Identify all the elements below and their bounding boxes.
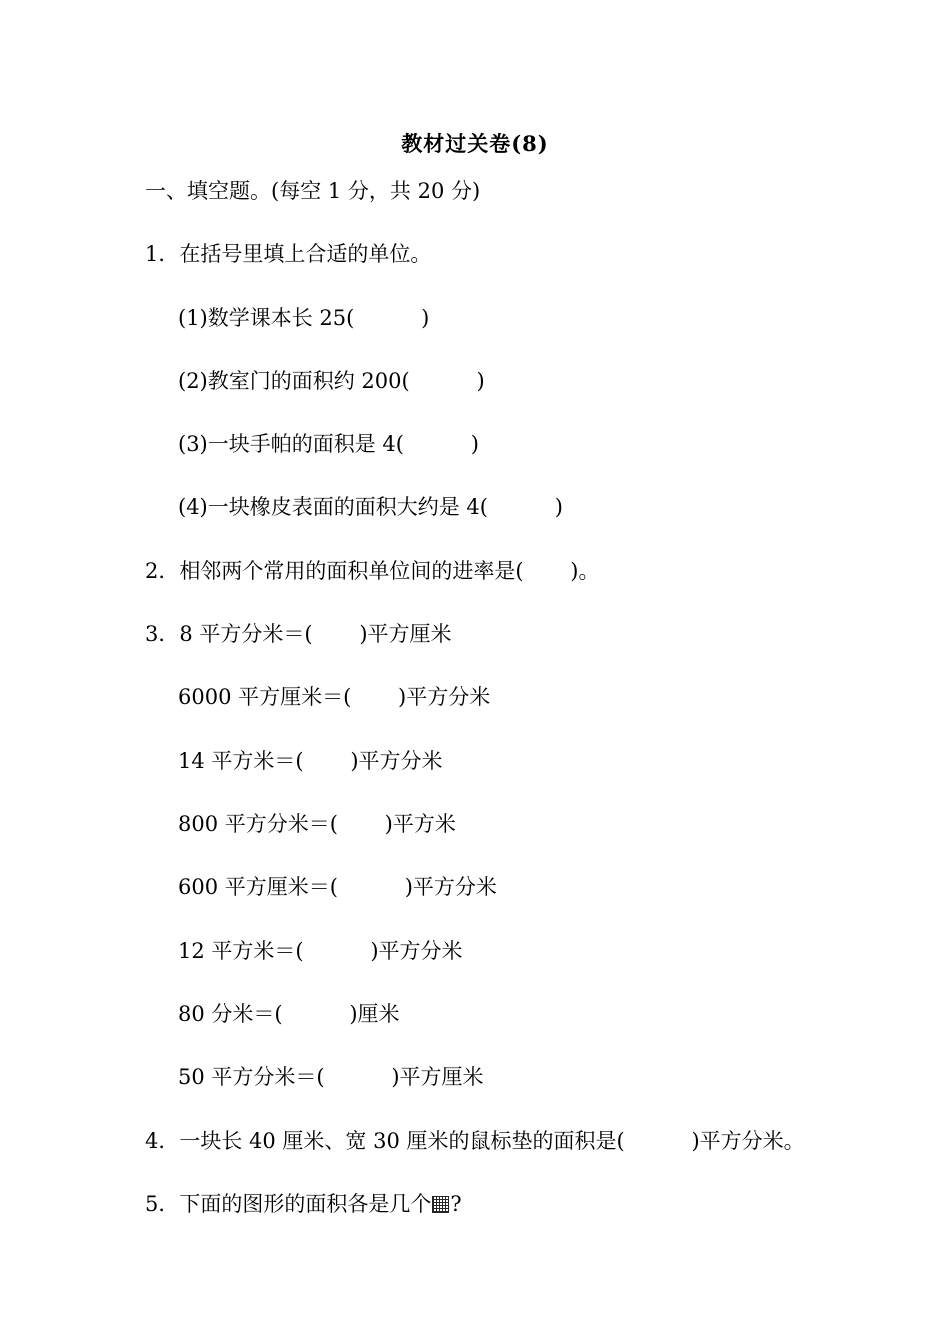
section-heading: 一、填空题。(每空 1 分，共 20 分) [145,179,481,203]
question-3-stem: 3．8 平方分米＝( )平方厘米 [145,622,452,646]
page-title: 教材过关卷(8) [401,131,549,156]
question-1-item-4: (4)一块橡皮表面的面积大约是 4( ) [178,495,563,519]
question-3-item-7: 50 平方分米＝( )平方厘米 [178,1065,484,1089]
question-3-item-2: 14 平方米＝( )平方分米 [178,749,443,773]
question-5-mark: ? [450,1192,462,1216]
question-3-item-1: 6000 平方厘米＝( )平方分米 [178,685,491,709]
question-2-stem: 2．相邻两个常用的面积单位间的进率是( )。 [145,559,600,583]
question-1-stem: 1．在括号里填上合适的单位。 [145,242,432,266]
question-4-stem: 4．一块长 40 厘米、宽 30 厘米的鼠标垫的面积是( )平方分米。 [145,1129,805,1153]
question-1-item-2: (2)教室门的面积约 200( ) [178,369,485,393]
question-3-item-3: 800 平方分米＝( )平方米 [178,812,456,836]
question-3-item-5: 12 平方米＝( )平方分米 [178,939,463,963]
question-5-stem [145,1190,462,1218]
question-1-item-3: (3)一块手帕的面积是 4( ) [178,432,479,456]
grid-square-icon [432,1196,449,1213]
question-3-item-6: 80 分米＝( )厘米 [178,1002,400,1026]
question-1-item-1: (1)数学课本长 25( ) [178,306,430,330]
question-3-item-4: 600 平方厘米＝( )平方分米 [178,875,497,899]
question-5-text: 5．下面的图形的面积各是几个 [145,1192,432,1216]
